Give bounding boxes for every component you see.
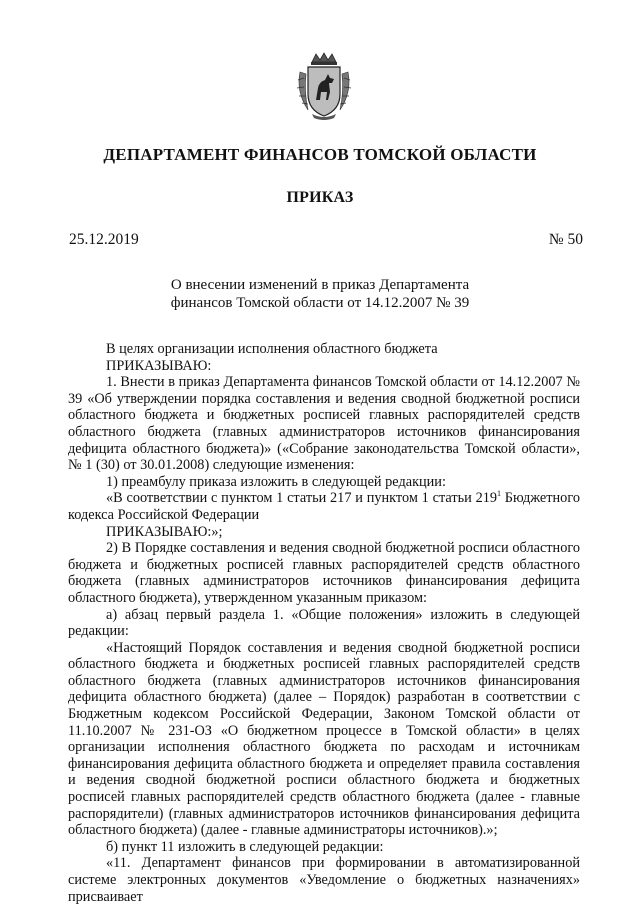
document-type: ПРИКАЗ [286, 189, 354, 206]
paragraph: 1) преамбулу приказа изложить в следующей редакции: [106, 473, 446, 490]
paragraph: 1. Внести в приказ Департамента финансов Томской области от 14.12.2007 № 39 «Об утверждении порядка составления и ведения сводной бюджетной росписи областного бюджета и бюджетных росписей главных распорядителей средств областного бюджета (главных администраторов источников финансирования дефицита областного бюджета)» («Собрание законодательства Томской области», № 1 (30) от 30.01.2008) следующие изменения: [68, 374, 580, 474]
document-body [68, 341, 580, 905]
paragraph: В целях организации исполнения областного бюджета [106, 341, 438, 357]
paragraph: ПРИКАЗЫВАЮ: [106, 357, 212, 374]
paragraph: «11. Департамент финансов при формировании в автоматизированной системе электронных документов «Уведомление о бюджетных назначениях» присваивает [68, 855, 580, 905]
paragraph-text: «В соответствии с пунктом 1 статьи 217 и пунктом 1 статьи 219 [106, 490, 498, 507]
document-date: 25.12.2019 [69, 231, 139, 248]
department-title: ДЕПАРТАМЕНТ ФИНАНСОВ ТОМСКОЙ ОБЛАСТИ [103, 145, 537, 164]
paragraph: а) абзац первый раздела 1. «Общие положения» изложить в следующей редакции: [68, 606, 580, 640]
paragraph: 2) В Порядке составления и ведения сводной бюджетной росписи областного бюджета и бюджетных росписей главных распорядителей средств областного бюджета (главных администраторов источников финансирования дефицита областного бюджета), утвержденном указанным приказом: [68, 540, 580, 606]
paragraph: б) пункт 11 изложить в следующей редакции: [106, 838, 384, 855]
paragraph: «Настоящий Порядок составления и ведения сводной бюджетной росписи областного бюджета и бюджетных росписей главных распорядителей средств областного бюджета (главных администраторов источников финансирования дефицита областного бюджета) (далее – Порядок) разработан в соответствии с Бюджетным кодексом Российской Федерации, Законом Томской области от 11.10.2007 № 231-ОЗ «О бюджетном процессе в Томской области» в целях организации исполнения областного бюджета по расходам и источникам финансирования дефицита областного бюджета и определяет правила составления и ведения сводной бюджетной росписи областного бюджета и бюджетных росписей главных распорядителей средств областного бюджета (далее - главные распорядители) (главных администраторов источников финансирования дефицита областного бюджета) (далее - главные администраторы источников).»; [68, 639, 580, 839]
document-subject [0, 276, 640, 312]
paragraph [68, 490, 580, 523]
document-number: № 50 [548, 231, 583, 248]
subject-line: финансов Томской области от 14.12.2007 № 39 [170, 295, 470, 311]
tomsk-coat-of-arms-icon [294, 52, 354, 120]
superscript: 1 [497, 489, 502, 499]
subject-line: О внесении изменений в приказ Департамента [170, 277, 470, 293]
paragraph-text: Бюджетного кодекса Российской Федерации [68, 490, 580, 523]
paragraph: ПРИКАЗЫВАЮ:»; [106, 523, 223, 540]
